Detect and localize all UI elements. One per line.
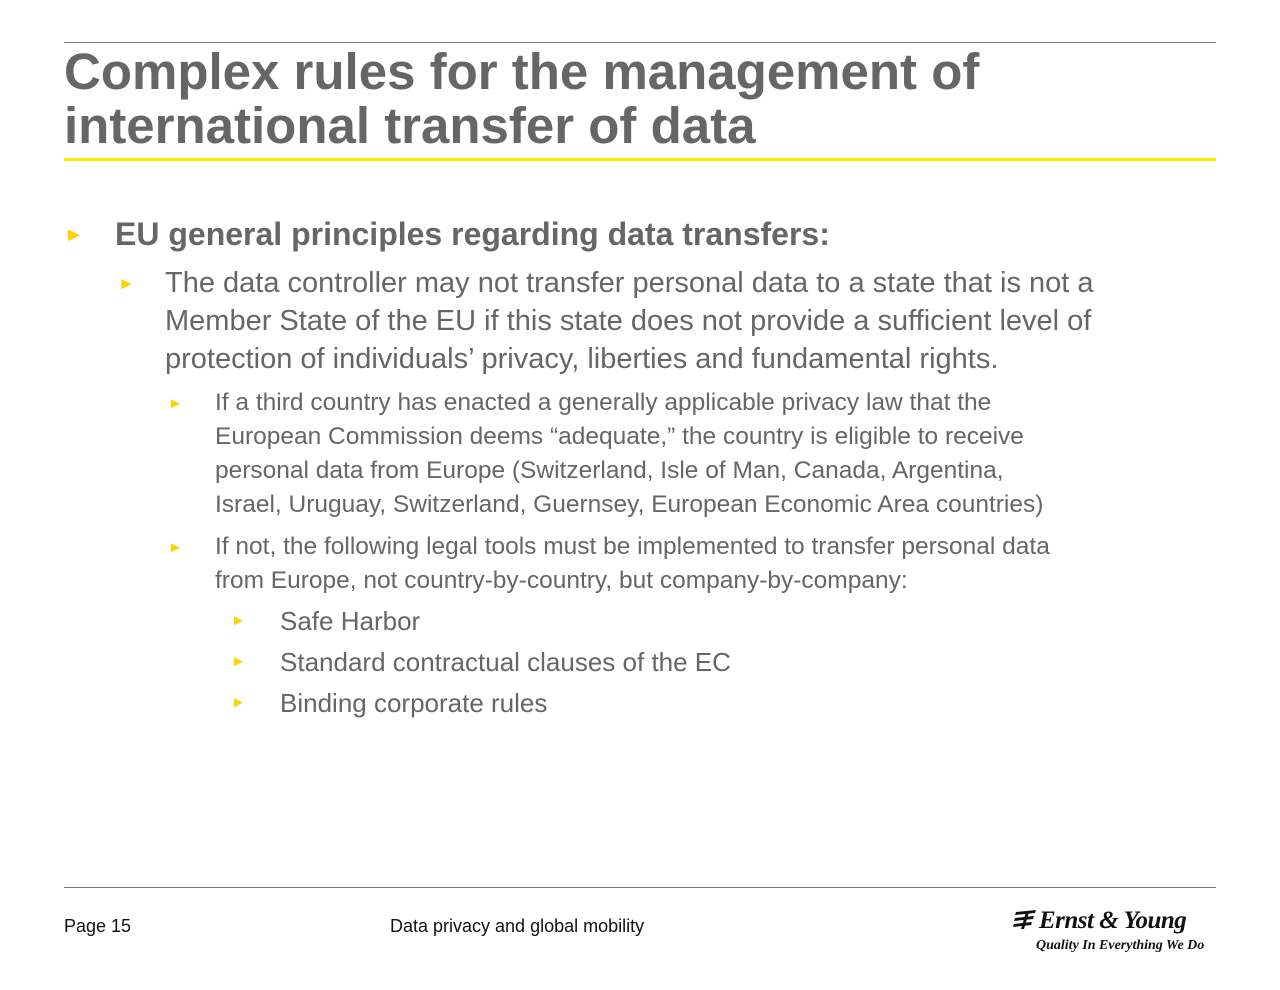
bullet-line: If a third country has enacted a generally applicable privacy law that the (215, 389, 992, 416)
bullet-line: Binding corporate rules (280, 688, 548, 718)
bullet-level4-text (280, 604, 420, 638)
logo-mark-icon (1012, 910, 1038, 930)
bullet-line: Safe Harbor (280, 606, 421, 636)
bullet-level3-text (215, 530, 1050, 598)
bullet-line: Israel, Uruguay, Switzerland, Guernsey, European Economic Area countries) (215, 491, 1044, 518)
bullet-line: EU general principles regarding data transfers: (115, 216, 830, 252)
triangle-bullet-icon: ► (64, 224, 84, 246)
slide-title-line: international transfer of data (64, 97, 756, 154)
triangle-bullet-icon: ► (231, 612, 246, 629)
triangle-bullet-icon: ► (168, 395, 183, 412)
footer-rule (64, 887, 1216, 888)
bullet-line: Standard contractual clauses of the EC (280, 647, 731, 677)
bullet-level4-text (280, 686, 547, 720)
triangle-bullet-icon: ► (231, 653, 246, 670)
bullet-line: If not, the following legal tools must be implemented to transfer personal data (215, 533, 1050, 560)
bullet-level2-text (165, 264, 1094, 378)
bullet-level1-text (115, 214, 830, 254)
bullet-line: European Commission deems “adequate,” the country is eligible to receive (215, 423, 1024, 450)
bullet-line: The data controller may not transfer personal data to a state that is not a (165, 267, 1094, 299)
bullet-line: Member State of the EU if this state does not provide a sufficient level of (165, 305, 1092, 337)
page-number: Page 15 (64, 916, 132, 936)
ernst-young-logo-icon (1012, 907, 1222, 957)
triangle-bullet-icon: ► (231, 694, 246, 711)
triangle-bullet-icon: ► (118, 274, 135, 293)
title-underline (64, 158, 1216, 161)
footer-title: Data privacy and global mobility (390, 916, 645, 936)
bullet-level4-text (280, 645, 731, 679)
bullet-level3-text (215, 386, 1043, 522)
slide-title-line: Complex rules for the management of (64, 43, 980, 100)
bullet-line: protection of individuals’ privacy, liberties and fundamental rights. (165, 343, 999, 375)
slide-title (64, 45, 1216, 153)
bullet-line: from Europe, not country-by-country, but company-by-company: (215, 567, 908, 594)
logo-tagline: Quality In Everything We Do (1036, 938, 1205, 953)
bullet-line: personal data from Europe (Switzerland, Isle of Man, Canada, Argentina, (215, 457, 1004, 484)
triangle-bullet-icon: ► (168, 539, 183, 556)
logo-name: Ernst & Young (1039, 907, 1187, 934)
